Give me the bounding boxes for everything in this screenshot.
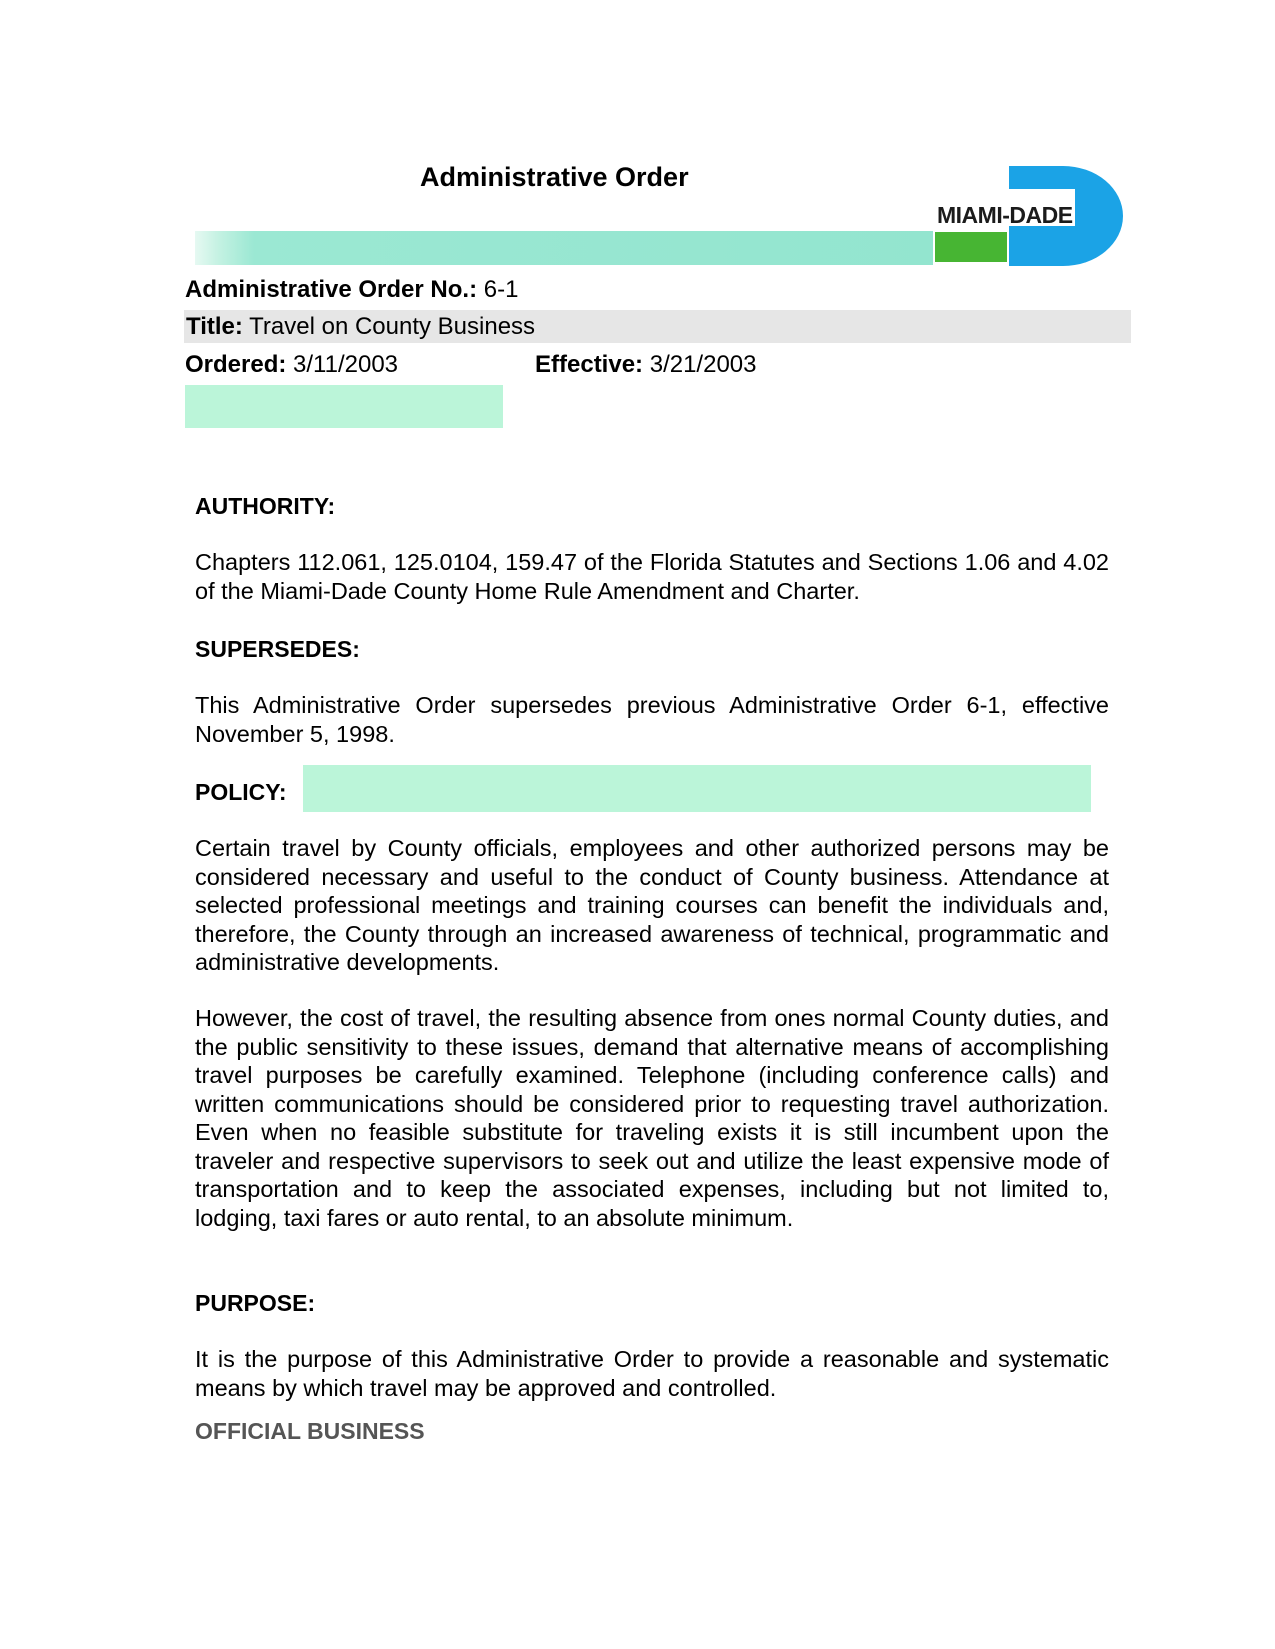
supersedes-paragraph: This Administrative Order supersedes previous Administrative Order 6-1, effective November 5, 1998. [195,692,1109,747]
authority-heading: AUTHORITY: [195,493,336,519]
document-title: Administrative Order [420,162,689,192]
effective-date-row [535,351,756,379]
ordered-label: Ordered: [185,351,287,378]
policy-heading: POLICY: [195,779,287,805]
title-label: Title: [186,313,243,340]
policy-paragraph-1: Certain travel by County officials, employees and other authorized persons may be considered necessary and useful to the conduct of County business. Attendance at selected professional meetings and training courses can benefit the individuals and, therefore, the County through an increased awareness of technical, programmatic and administrative developments. [195,835,1109,975]
order-number-value: 6-1 [477,276,519,303]
miami-dade-logo [935,166,1123,266]
effective-label: Effective: [535,351,644,378]
purpose-paragraph: It is the purpose of this Administrative Order to provide a reasonable and systematic means by which travel may be approved and controlled. [195,1346,1109,1401]
logo-wordmark: MIAMI-DADE [937,202,1073,228]
effective-date: 3/21/2003 [643,351,757,378]
authority-paragraph: Chapters 112.061, 125.0104, 159.47 of the Florida Statutes and Sections 1.06 and 4.02 of the Miami-Dade County Home Rule Amendment and Charter. [195,549,1109,604]
ordered-date-row [185,351,398,379]
supersedes-heading: SUPERSEDES: [195,636,360,662]
purpose-heading: PURPOSE: [195,1290,316,1316]
order-title-row [184,310,1131,343]
header-banner-bar [195,231,933,265]
next-section-heading-cropped: OFFICIAL BUSINESS [195,1418,425,1444]
order-number-row [185,276,518,304]
order-number-label: Administrative Order No.: [185,276,478,303]
ordered-date: 3/11/2003 [286,351,399,378]
highlight-box [303,765,1091,812]
policy-paragraph-2: However, the cost of travel, the resulting absence from ones normal County duties, and the public sensitivity to these issues, demand that alternative means of accomplishing travel purposes be carefully examined. Telephone (including conference calls) and written communications should be considered prior to requesting travel authorization. Even when no feasible substitute for traveling exists it is still incumbent upon the traveler and respective supervisors to seek out and utilize the least expensive mode of transportation and to keep the associated expenses, including but not limited to, lodging, taxi fares or auto rental, to an absolute minimum. [195,1005,1109,1231]
highlight-box [185,385,503,428]
title-value: Travel on County Business [242,313,536,340]
